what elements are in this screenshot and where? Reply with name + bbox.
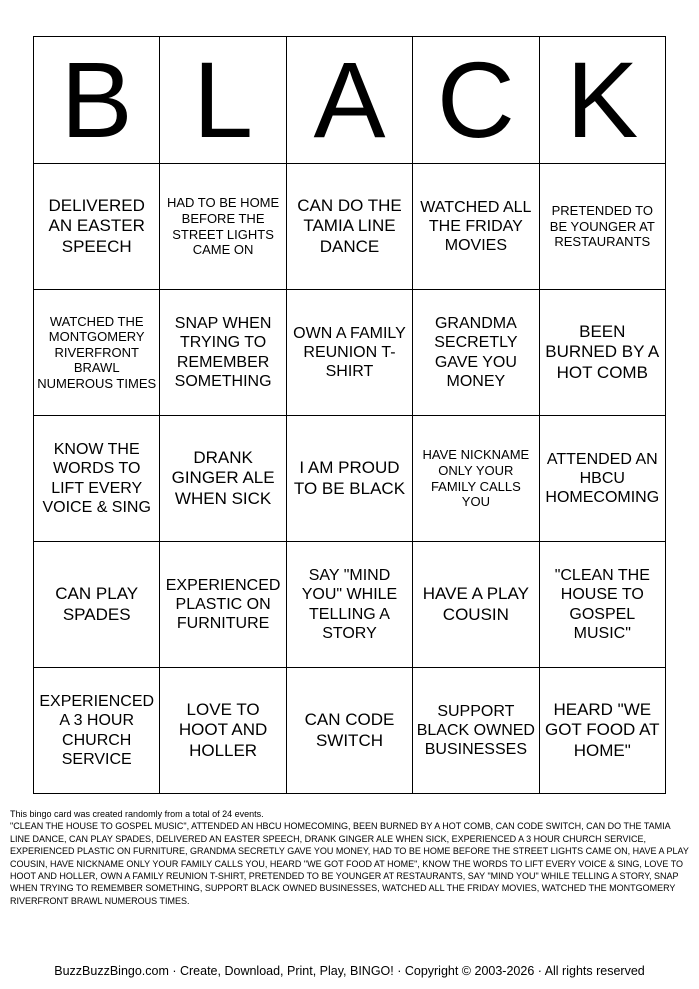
bingo-cell: DELIVERED AN EASTER SPEECH: [34, 164, 160, 290]
bingo-cell: SUPPORT BLACK OWNED BUSINESSES: [413, 668, 539, 794]
bingo-cell: HEARD "WE GOT FOOD AT HOME": [539, 668, 665, 794]
site-footer: BuzzBuzzBingo.com · Create, Download, Print, Play, BINGO! · Copyright © 2003-2026 · All rights reserved: [54, 964, 645, 978]
header-letter-k: K: [539, 37, 665, 164]
bingo-cell: HAD TO BE HOME BEFORE THE STREET LIGHTS CAME ON: [160, 164, 286, 290]
bingo-cell: GRANDMA SECRETLY GAVE YOU MONEY: [413, 290, 539, 416]
bingo-cell: EXPERIENCED A 3 HOUR CHURCH SERVICE: [34, 668, 160, 794]
header-letter-l: L: [160, 37, 286, 164]
bingo-cell: "CLEAN THE HOUSE TO GOSPEL MUSIC": [539, 542, 665, 668]
bingo-cell: OWN A FAMILY REUNION T-SHIRT: [286, 290, 412, 416]
bingo-cell: CAN PLAY SPADES: [34, 542, 160, 668]
bingo-cell: CAN DO THE TAMIA LINE DANCE: [286, 164, 412, 290]
bingo-row-2: [34, 290, 666, 416]
bingo-cell: I AM PROUD TO BE BLACK: [286, 416, 412, 542]
bingo-row-1: [34, 164, 666, 290]
bingo-row-3: [34, 416, 666, 542]
bingo-cell: ATTENDED AN HBCU HOMECOMING: [539, 416, 665, 542]
bingo-cell: WATCHED ALL THE FRIDAY MOVIES: [413, 164, 539, 290]
bingo-cell: EXPERIENCED PLASTIC ON FURNITURE: [160, 542, 286, 668]
bingo-row-5: [34, 668, 666, 794]
bingo-cell: SAY "MIND YOU" WHILE TELLING A STORY: [286, 542, 412, 668]
bingo-header-row: [34, 37, 666, 164]
bingo-row-4: [34, 542, 666, 668]
bingo-cell: CAN CODE SWITCH: [286, 668, 412, 794]
bingo-cell: BEEN BURNED BY A HOT COMB: [539, 290, 665, 416]
bingo-cell: PRETENDED TO BE YOUNGER AT RESTAURANTS: [539, 164, 665, 290]
bingo-cell: DRANK GINGER ALE WHEN SICK: [160, 416, 286, 542]
bingo-card: [33, 36, 666, 794]
card-description: [10, 808, 690, 907]
bingo-cell: HAVE NICKNAME ONLY YOUR FAMILY CALLS YOU: [413, 416, 539, 542]
bingo-cell: WATCHED THE MONTGOMERY RIVERFRONT BRAWL NUMEROUS TIMES: [34, 290, 160, 416]
bingo-cell: SNAP WHEN TRYING TO REMEMBER SOMETHING: [160, 290, 286, 416]
header-letter-b: B: [34, 37, 160, 164]
bingo-cell: HAVE A PLAY COUSIN: [413, 542, 539, 668]
caption-event-list: "CLEAN THE HOUSE TO GOSPEL MUSIC", ATTENDED AN HBCU HOMECOMING, BEEN BURNED BY A HOT COMB, CAN CODE SWITCH, CAN DO THE TAMIA LINE DANCE, CAN PLAY SPADES, DELIVERED AN EASTER SPEECH, DRANK GINGER ALE WHEN SICK, EXPERIENCED A 3 HOUR CHURCH SERVICE, EXPERIENCED PLASTIC ON FURNITURE, GRANDMA SECRETLY GAVE YOU MONEY, HAD TO BE HOME BEFORE THE STREET LIGHTS CAME ON, HAVE A PLAY COUSIN, HAVE NICKNAME ONLY YOUR FAMILY CALLS YOU, HEARD "WE GOT FOOD AT HOME", KNOW THE WORDS TO LIFT EVERY VOICE & SING, LOVE TO HOOT AND HOLLER, OWN A FAMILY REUNION T-SHIRT, PRETENDED TO BE YOUNGER AT RESTAURANTS, SAY "MIND YOU" WHILE TELLING A STORY, SNAP WHEN TRYING TO REMEMBER SOMETHING, SUPPORT BLACK OWNED BUSINESSES, WATCHED ALL THE FRIDAY MOVIES, WATCHED THE MONTGOMERY RIVERFRONT BRAWL NUMEROUS TIMES.: [10, 821, 689, 906]
header-letter-c: C: [413, 37, 539, 164]
header-letter-a: A: [286, 37, 412, 164]
bingo-cell: LOVE TO HOOT AND HOLLER: [160, 668, 286, 794]
caption-intro: This bingo card was created randomly from a total of 24 events.: [10, 809, 264, 819]
bingo-cell: KNOW THE WORDS TO LIFT EVERY VOICE & SING: [34, 416, 160, 542]
